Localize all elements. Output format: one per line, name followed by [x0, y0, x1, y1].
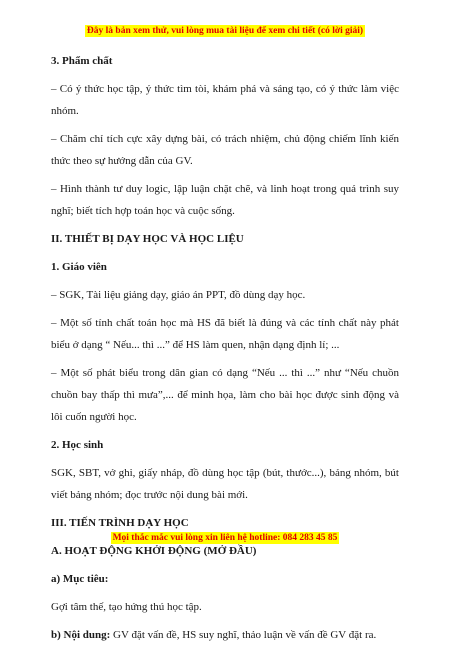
teacher-paragraph-2: – Một số tính chất toán học mà HS đã biết là đúng và các tính chất này phát biểu ở dạng “ Nếu... thì ...” để HS làm quen, nhận dạng định lí; ... — [51, 317, 399, 351]
section-A-heading: A. HOẠT ĐỘNG KHỞI ĐỘNG (MỞ ĐẦU) — [51, 545, 257, 557]
objective-heading: a) Mục tiêu: — [51, 573, 109, 585]
preview-notice-banner — [0, 26, 450, 36]
section-III-heading: III. TIẾN TRÌNH DẠY HỌC — [51, 517, 189, 529]
section-3-paragraph-3: – Hình thành tư duy logic, lập luận chặt chẽ, và linh hoạt trong quá trình suy nghĩ; biết tích hợp toán học và cuộc sống. — [51, 183, 399, 217]
content-text: GV đặt vấn đề, HS suy nghĩ, thảo luận về vấn đề GV đặt ra. — [110, 629, 377, 641]
student-heading: 2. Học sinh — [51, 439, 104, 451]
section-3-paragraph-1: – Có ý thức học tập, ý thức tìm tòi, khám phá và sáng tạo, có ý thức làm việc nhóm. — [51, 83, 399, 117]
teacher-heading: 1. Giáo viên — [51, 261, 107, 273]
student-paragraph: SGK, SBT, vở ghi, giấy nháp, đồ dùng học tập (bút, thước...), bảng nhóm, bút viết bảng nhóm; đọc trước nội dung bài mới. — [51, 467, 399, 501]
section-3-paragraph-2: – Chăm chỉ tích cực xây dựng bài, có trách nhiệm, chủ động chiếm lĩnh kiến thức theo sự hướng dẫn của GV. — [51, 133, 399, 167]
document-body — [51, 50, 399, 646]
section-II-heading: II. THIẾT BỊ DẠY HỌC VÀ HỌC LIỆU — [51, 233, 244, 245]
preview-notice-text: Đây là bản xem thử, vui lòng mua tài liệu để xem chi tiết (có lời giải) — [86, 26, 364, 36]
content-paragraph — [51, 624, 399, 646]
objective-text: Gợi tâm thế, tạo hứng thú học tập. — [51, 601, 202, 613]
teacher-paragraph-1: – SGK, Tài liệu giảng dạy, giáo án PPT, đồ dùng dạy học. — [51, 289, 306, 301]
teacher-paragraph-3: – Một số phát biểu trong dân gian có dạng “Nếu ... thì ...” như “Nếu chuồn chuồn bay thấp thì mưa”,... để minh họa, làm cho bài học được sinh động và lôi cuốn người học. — [51, 367, 399, 423]
section-3-heading: 3. Phẩm chất — [51, 55, 113, 67]
hotline-text: Mọi thắc mắc vui lòng xin liên hệ hotline: 084 283 45 85 — [112, 533, 338, 543]
content-label: b) Nội dung: — [51, 629, 111, 641]
hotline-banner — [0, 533, 450, 543]
